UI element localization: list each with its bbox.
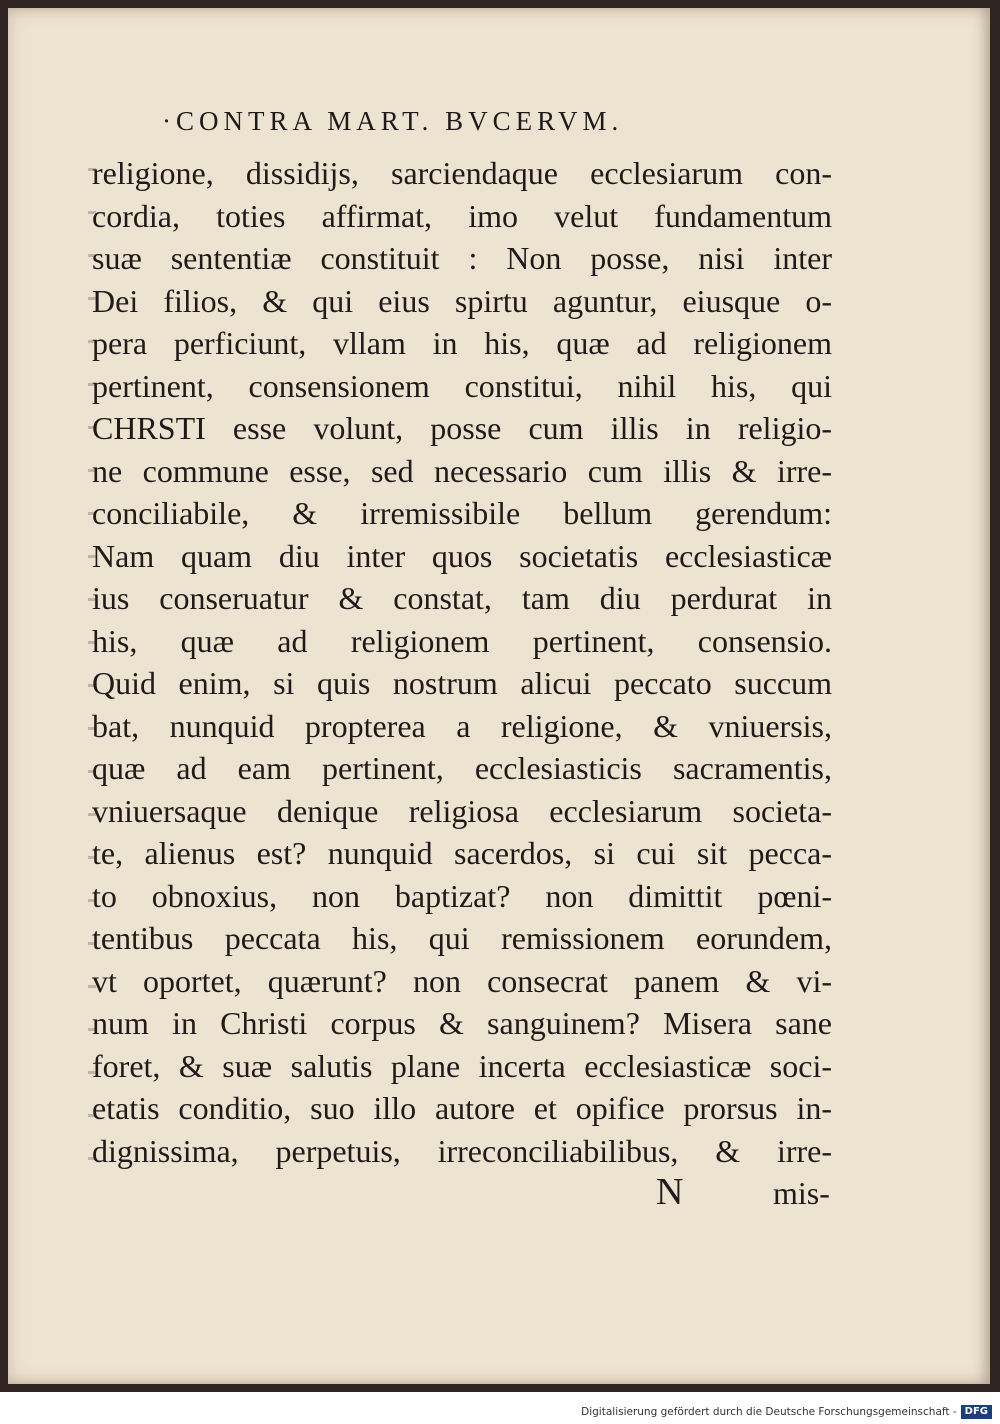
text-line: quæ ad eam pertinent, ecclesiasticis sacramentis, <box>92 750 832 786</box>
text-line: Dei filios, & qui eius spirtu aguntur, eiusque o- <box>92 282 832 319</box>
catchword-line <box>656 1170 830 1214</box>
running-head: ·CONTRA MART. BVCERVM. <box>162 106 624 136</box>
text-line: CHRSTI esse volunt, posse cum illis in religio- <box>92 410 832 446</box>
text-line: pera perficiunt, vllam in his, quæ ad religionem <box>92 325 832 361</box>
text-line: ius conseruatur & constat, tam diu perdurat in <box>92 580 832 616</box>
signature-mark: N <box>656 1171 684 1213</box>
catchword: mis- <box>772 1175 830 1211</box>
text-line: Quid enim, si quis nostrum alicui peccato succum <box>92 665 832 701</box>
digitization-credit <box>581 1404 992 1420</box>
text-line: suæ sententiæ constituit : Non posse, nisi inter <box>92 240 832 276</box>
text-line: Nam quam diu inter quos societatis ecclesiasticæ <box>92 537 832 574</box>
text-line: religione, dissidijs, sarciendaque ecclesiarum con- <box>92 155 832 191</box>
dfg-logo: DFG <box>961 1405 992 1419</box>
text-line: pertinent, consensionem constitui, nihil his, qui <box>92 367 832 404</box>
text-line: tentibus peccata his, qui remissionem eorundem, <box>92 920 832 956</box>
text-line: foret, & suæ salutis plane incerta ecclesiasticæ soci- <box>92 1047 832 1084</box>
text-line: his, quæ ad religionem pertinent, consensio. <box>92 622 832 659</box>
text-line: ne commune esse, sed necessario cum illis & irre- <box>92 452 832 489</box>
text-line: vt oportet, quærunt? non consecrat panem & vi- <box>92 962 832 999</box>
text-line: conciliabile, & irremissibile bellum gerendum: <box>92 495 832 531</box>
text-line: vniuersaque denique religiosa ecclesiarum societa- <box>92 792 832 829</box>
text-line: to obnoxius, non baptizat? non dimittit pœni- <box>92 877 832 914</box>
text-line: dignissima, perpetuis, irreconciliabilibus, & irre- <box>92 1132 832 1169</box>
body-text <box>92 152 832 1172</box>
text-line: etatis conditio, suo illo autore et opifice prorsus in- <box>92 1090 832 1126</box>
text-line: bat, nunquid propterea a religione, & vniuersis, <box>92 707 832 744</box>
credit-text: Digitalisierung gefördert durch die Deutsche Forschungsgemeinschaft - <box>581 1406 957 1418</box>
text-line: te, alienus est? nunquid sacerdos, si cui sit pecca- <box>92 835 832 871</box>
text-line: num in Christi corpus & sanguinem? Misera sane <box>92 1005 832 1041</box>
text-line: cordia, toties affirmat, imo velut fundamentum <box>92 197 832 234</box>
